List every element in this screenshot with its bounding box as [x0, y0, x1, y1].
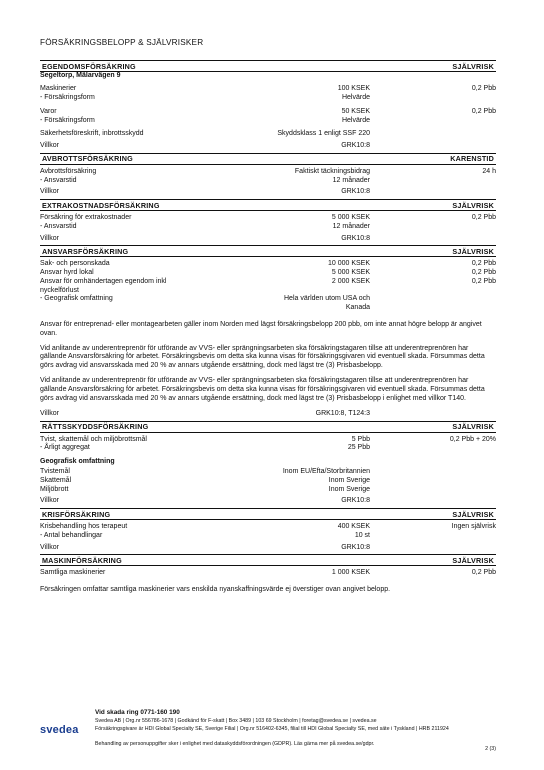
address: Segeltorp, Mälarvägen 9 — [40, 72, 121, 80]
table-row: Ansvar hyrd lokal 5 000 KSEK 0,2 Pbb — [40, 269, 496, 276]
table-row: Samtliga maskinerier 1 000 KSEK 0,2 Pbb — [40, 569, 496, 577]
table-row: - Försäkringsform Helvärde — [40, 116, 370, 124]
section-maskin — [40, 554, 496, 595]
section-title: RÄTTSSKYDDSFÖRSÄKRING — [42, 422, 149, 431]
footer-info — [95, 708, 449, 734]
table-row: - Försäkringsform Helvärde — [40, 94, 370, 101]
section-header-right: SJÄLVRISK — [452, 61, 494, 71]
insurer-info: Försäkringsgivare är HDI Global Specialty SE, Sverige Filial | Org.nr 516402-6345, filial till HDI Global Specialty SE, med säte i Tyskland | HRB 211924 — [95, 725, 449, 732]
section-header-right: SJÄLVRISK — [452, 509, 494, 519]
table-row: Säkerhetsföreskrift, inbrottsskydd Skyddsklass 1 enligt SSF 220 — [40, 130, 370, 138]
section-kris — [40, 508, 496, 552]
section-ansvar — [40, 245, 496, 418]
table-row: Villkor GRK10:8, T124:3 — [40, 409, 370, 417]
section-header — [40, 508, 496, 520]
section-title: EXTRAKOSTNADSFÖRSÄKRING — [42, 200, 160, 210]
section-header — [40, 153, 496, 165]
page-title: FÖRSÄKRINGSBELOPP & SJÄLVRISKER — [40, 38, 204, 47]
table-row: - Antal behandlingar 10 st — [40, 531, 370, 539]
table-row: Sak- och personskada 10 000 KSEK 0,2 Pbb — [40, 260, 496, 268]
section-extrakostnad — [40, 199, 496, 243]
table-row: - Ansvarstid 12 månader — [40, 222, 370, 230]
table-row: Villkor GRK10:8 — [40, 188, 370, 196]
section-egendom — [40, 60, 496, 151]
paragraph: Vid anlitande av underentreprenör för utförande av VVS- eller sprängningsarbeten ska försäkringstagaren tillse att underentreprenören har gällande Ansvarsförsäkring för arbetet. Försäkringsbevis om detta ska kunna visas för försäkringsgivaren vid eventuell skada. Försummas detta görs avdrag vid ansvarsskada med 20 % av annars utgående ersättning, dock med lägst tre (3) Prisbasbelopp i enlighet med villkor T140. — [40, 377, 485, 402]
table-row: Miljöbrott Inom Sverige — [40, 485, 370, 493]
table-row: Skattemål Inom Sverige — [40, 476, 370, 484]
section-header-right: SJÄLVRISK — [452, 200, 494, 210]
table-row: Maskinerier 100 KSEK 0,2 Pbb — [40, 85, 496, 93]
table-row: Krisbehandling hos terapeut 400 KSEK Ingen självrisk — [40, 523, 496, 530]
section-rattsskydd — [40, 421, 496, 507]
table-row: Tvistemål Inom EU/Efta/Storbritannien — [40, 468, 370, 475]
claims-phone: Vid skada ring 0771-160 190 — [95, 709, 180, 716]
section-header — [40, 60, 496, 72]
section-title: MASKINFÖRSÄKRING — [42, 555, 122, 565]
section-header-right: SJÄLVRISK — [452, 246, 494, 256]
section-header-right: SJÄLVRISK — [452, 422, 494, 431]
table-row: Kanada — [345, 304, 370, 311]
paragraph: Ansvar för entreprenad- eller montagearbeten gäller inom Norden med lägst försäkringsbelopp 200 pbb, om inte annat högre belopp är angivet ovan. — [40, 320, 482, 337]
table-row: Villkor GRK10:8 — [40, 543, 370, 551]
table-row: Villkor GRK10:8 — [40, 234, 370, 242]
table-row: - Geografisk omfattning Hela världen utom USA och — [40, 295, 370, 303]
table-row: - Ansvarstid 12 månader — [40, 176, 370, 184]
section-avbrott — [40, 153, 496, 197]
table-row: Tvist, skattemål och miljöbrottsmål 5 Pbb 0,2 Pbb + 20% — [40, 435, 496, 443]
table-row: Varor 50 KSEK 0,2 Pbb — [40, 107, 496, 115]
table-row: - Årligt aggregat 25 Pbb — [40, 444, 370, 452]
section-header-right: SJÄLVRISK — [452, 555, 494, 565]
company-info: Svedea AB | Org.nr 556786-1678 | Godkänd för F-skatt | Box 3489 | 103 69 Stockholm | foretag@svedea.se | svedea.se — [95, 718, 377, 725]
table-row: Villkor GRK10:8 — [40, 142, 370, 149]
paragraph: Vid anlitande av underentreprenör för utförande av VVS- eller sprängningsarbeten ska försäkringstagaren tillse att underentreprenören har gällande Ansvarsförsäkring för arbetet. Försäkringsbevis om detta ska kunna visas för försäkringsgivaren vid eventuell skada. Försummas detta görs avdrag vid ansvarsskada med 20 % av annars utgående ersättning, dock med lägst tre (3) Prisbasbelopp. — [40, 344, 485, 370]
page-number: 2 (3) — [485, 746, 496, 752]
paragraph: Försäkringen omfattar samtliga maskinerier vars enskilda nyanskaffningsvärde ej överstiger ovan angivet belopp. — [40, 586, 391, 593]
section-title: ANSVARSFÖRSÄKRING — [42, 246, 129, 256]
table-row: Avbrottsförsäkring Faktiskt täckningsbidrag 24 h — [40, 167, 496, 175]
section-title: KRISFÖRSÄKRING — [42, 509, 111, 519]
document-page — [40, 38, 496, 601]
section-title: AVBROTTSFÖRSÄKRING — [42, 154, 133, 164]
svedea-logo: svedea — [40, 724, 79, 736]
table-row: Försäkring för extrakostnader 5 000 KSEK 0,2 Pbb — [40, 214, 496, 221]
section-header — [40, 199, 496, 211]
section-header — [40, 245, 496, 257]
table-row: Villkor GRK10:8 — [40, 497, 370, 505]
section-header — [40, 421, 496, 433]
section-title: EGENDOMSFÖRSÄKRING — [42, 61, 136, 71]
table-row: Ansvar för omhändertagen egendom inkl 2 000 KSEK 0,2 Pbb — [40, 277, 496, 285]
section-header-right: KARENSTID — [450, 154, 494, 164]
subheading: Geografisk omfattning — [40, 458, 115, 465]
gdpr-note: Behandling av personuppgifter sker i enlighet med dataskyddsförordningen (GDPR). Läs gärna mer på svedea.se/gdpr. — [95, 741, 375, 747]
table-row: nyckelförlust — [40, 286, 79, 294]
section-header — [40, 554, 496, 566]
